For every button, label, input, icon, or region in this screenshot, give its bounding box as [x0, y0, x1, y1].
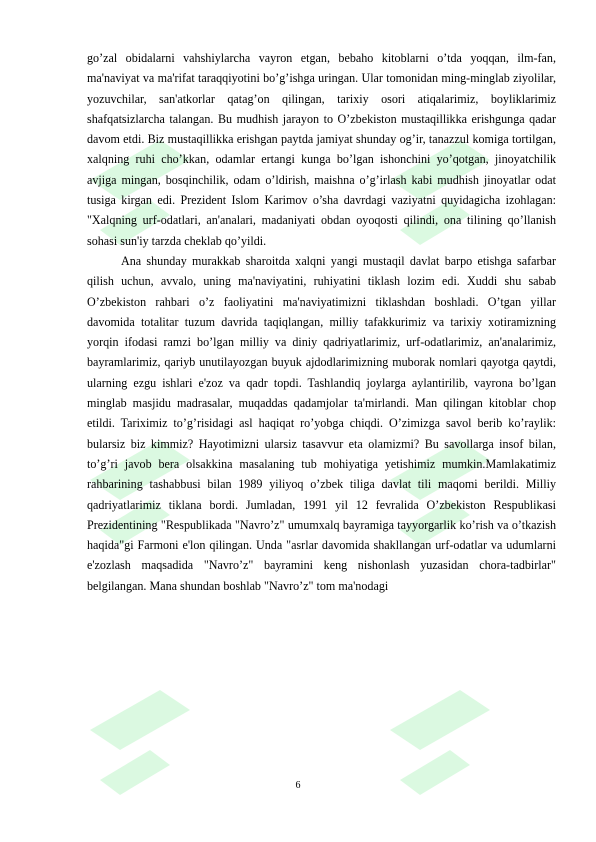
paragraph: Ana shunday murakkab sharoitda xalqni yangi mustaqil davlat barpo etishga safarbar qilish uchun, avvalo, uning ma'naviyatini, ruhiyatini tiklash lozim edi. Xuddi shu sabab O’zbekiston rahbari o’z faoliyatini ma'naviyatimizni tiklashdan boshladi. O’tgan yillar davomida totalitar tuzum davrida taqiqlangan, milliy tafakkurimiz va tarixiy xotiramizning yorqin ifodasi ramzi bo’lgan milliy va diniy qadriyatlarimiz, urf-odatlarimiz, an'analarimiz, bayramlarimiz, qariyb unutilayozgan buyuk ajdodlarimizning muborak nomlari qayotga qaytdi, ularning ezgu ishlari e'zoz va qadr topdi. Tashlandiq joylarga aylantirilib, vayrona bo’lgan minglab masjidu madrasalar, muqaddas qadamjolar ta'mirlandi. Man qilingan kitoblar chop etildi. Tariximiz to’g’risidagi asl haqiqat ro’yobga chiqdi. O’zimizga savol berib ko’raylik: bularsiz biz kimmiz? Hayotimizni ularsiz tasavvur eta olamizmi? Bu savollarga insof bilan, to’g’ri javob bera olsakkina masalaning tub mohiyatiga yetishimiz mumkin.Mamlakatimiz rahbarining tashabbusi bilan 1989 yiliyoq o’zbek tiliga davlat tili maqomi berildi. Milliy qadriyatlarimiz tiklana bordi. Jumladan, 1991 yil 12 fevralida O’zbekiston Respublikasi Prezidentining "Respublikada "Navro’z" umumxalq bayramiga tayyorgarlik ko’rish va o’tkazish haqida"gi Farmoni e'lon qilingan. Unda "asrlar davomida shakllangan urf-odatlar va udumlarni e'zozlash maqsadida "Navro’z" bayramini keng nishonlash yuzasidan chora-tadbirlar" belgilangan. Mana shundan boshlab "Navro’z" tom ma'nodagi [87, 253, 556, 593]
page-number: 6 [295, 780, 301, 791]
body-text [87, 48, 556, 596]
watermark-logo [370, 670, 520, 820]
watermark-logo [70, 670, 220, 820]
paragraph: go’zal obidalarni vahshiylarcha vayron etgan, bebaho kitoblarni o’tda yoqqan, ilm-fan, ma'naviyat va ma'rifat taraqqiyotini bo’g’ishga uringan. Ular tomonidan ming-minglab ziyolilar, yozuvchilar, san'atkorlar qatag’on qilingan, tarixiy osori atiqalarimiz, boyliklarimiz shafqatsizlarcha talangan. Bu mudhish jarayon to O’zbekiston mustaqillikka erishgunga qadar davom etdi. Biz mustaqillikka erishgan paytda jamiyat shunday og’ir, tanazzul komiga tortilgan, xalqning ruhi cho’kkan, odamlar ertangi kunga bo’lgan ishonchini yo’qotgan, jinoyatchilik avjiga mingan, bosqinchilik, odam o’ldirish, maishna o’g’irlash kabi mudhish jinoyatlar odat tusiga kirgan edi. Prezident Islom Karimov o’sha davrdagi vaziyatni quyidagicha izohlagan: "Xalqning urf-odatlari, an'analari, madaniyati obdan oyoqosti qilindi, ona tilining qo’llanish sohasi sun'iy tarzda cheklab qo’yildi. [87, 51, 556, 248]
